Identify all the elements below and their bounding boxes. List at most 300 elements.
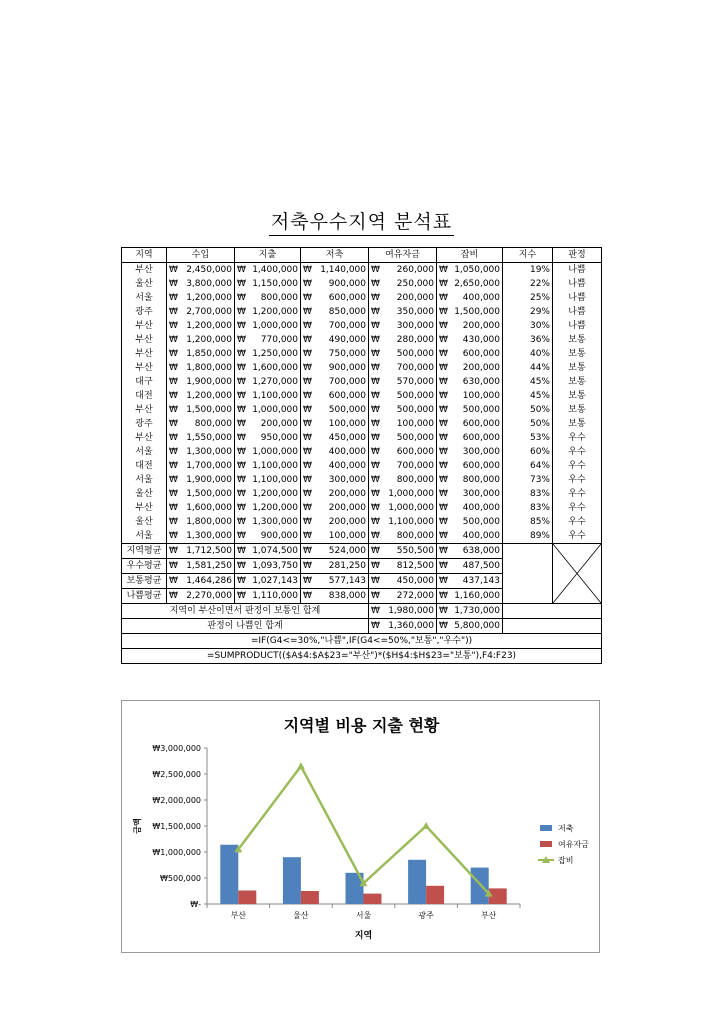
currency-symbol: ₩: [439, 561, 448, 571]
region-cell[interactable]: 울산: [122, 515, 167, 529]
table-row: [122, 389, 602, 403]
index-cell[interactable]: 44%: [503, 361, 553, 375]
amount-cell[interactable]: [369, 417, 437, 431]
amount-cell[interactable]: [437, 445, 503, 459]
currency-symbol: ₩: [303, 377, 312, 387]
amount-cell[interactable]: [235, 515, 301, 529]
amount-cell[interactable]: [301, 431, 369, 445]
region-cell[interactable]: 부산: [122, 263, 167, 278]
index-cell[interactable]: 29%: [503, 305, 553, 319]
x-tick-label: 부산: [480, 911, 497, 920]
currency-symbol: ₩: [439, 546, 448, 556]
amount-cell[interactable]: [235, 347, 301, 361]
amount-cell[interactable]: [437, 473, 503, 487]
column-header[interactable]: 지출: [235, 248, 301, 263]
amount-cell[interactable]: [369, 277, 437, 291]
amount-cell[interactable]: [369, 619, 437, 634]
grade-cell[interactable]: 보통: [553, 417, 602, 431]
index-cell[interactable]: 40%: [503, 347, 553, 361]
currency-symbol: ₩: [439, 531, 448, 541]
region-cell[interactable]: 서울: [122, 445, 167, 459]
region-cell[interactable]: 광주: [122, 305, 167, 319]
grade-cell[interactable]: 나쁨: [553, 291, 602, 305]
amount-cell[interactable]: [437, 375, 503, 389]
amount: 1,000,000: [388, 489, 434, 499]
currency-symbol: ₩: [303, 293, 312, 303]
grade-cell[interactable]: 보통: [553, 389, 602, 403]
amount: 400,000: [462, 293, 500, 303]
amount-cell[interactable]: [437, 305, 503, 319]
amount-cell[interactable]: [301, 487, 369, 501]
amount-cell[interactable]: [301, 473, 369, 487]
region-cell[interactable]: 울산: [122, 277, 167, 291]
amount-cell[interactable]: [437, 589, 503, 604]
index-cell[interactable]: 22%: [503, 277, 553, 291]
amount-cell[interactable]: [437, 291, 503, 305]
amount-cell[interactable]: [235, 501, 301, 515]
amount-cell[interactable]: [301, 403, 369, 417]
amount-cell[interactable]: [301, 263, 369, 278]
amount-cell[interactable]: [301, 529, 369, 544]
amount-cell[interactable]: [369, 305, 437, 319]
amount: 1,000,000: [388, 503, 434, 513]
amount-cell[interactable]: [235, 473, 301, 487]
currency-symbol: ₩: [371, 621, 380, 631]
header-row: [122, 248, 602, 263]
amount-cell[interactable]: [167, 529, 235, 544]
amount-cell[interactable]: [167, 515, 235, 529]
amount-cell[interactable]: [437, 574, 503, 589]
amount-cell[interactable]: [235, 559, 301, 574]
currency-symbol: ₩: [439, 621, 448, 631]
amount: 1,581,250: [186, 561, 232, 571]
amount: 300,000: [396, 321, 434, 331]
grade-cell[interactable]: 나쁨: [553, 319, 602, 333]
amount-cell[interactable]: [301, 347, 369, 361]
currency-symbol: ₩: [303, 576, 312, 586]
amount: 1,800,000: [186, 363, 232, 373]
grade-cell[interactable]: 보통: [553, 347, 602, 361]
amount-cell[interactable]: [235, 263, 301, 278]
y-tick-label: ₩2,500,000: [152, 770, 201, 779]
table-row: [122, 291, 602, 305]
amount-cell[interactable]: [235, 403, 301, 417]
x-tick-label: 서울: [355, 911, 372, 920]
currency-symbol: ₩: [169, 321, 178, 331]
amount-cell[interactable]: [167, 361, 235, 375]
amount-cell[interactable]: [235, 361, 301, 375]
currency-symbol: ₩: [439, 391, 448, 401]
amount-cell[interactable]: [301, 291, 369, 305]
currency-symbol: ₩: [303, 546, 312, 556]
amount-cell[interactable]: [301, 459, 369, 473]
region-cell[interactable]: 부산: [122, 319, 167, 333]
currency-symbol: ₩: [439, 265, 448, 275]
amount-cell[interactable]: [235, 487, 301, 501]
amount-cell[interactable]: [167, 417, 235, 431]
amount-cell[interactable]: [437, 515, 503, 529]
currency-symbol: ₩: [439, 293, 448, 303]
currency-symbol: ₩: [439, 447, 448, 457]
amount: 400,000: [462, 503, 500, 513]
amount-cell[interactable]: [235, 589, 301, 604]
x-axis-label: 지역: [354, 931, 373, 941]
amount: 5,800,000: [454, 621, 500, 631]
currency-symbol: ₩: [169, 363, 178, 373]
amount-cell[interactable]: [301, 375, 369, 389]
amount-cell[interactable]: [167, 589, 235, 604]
region-cell[interactable]: 대전: [122, 459, 167, 473]
legend-label: 여유자금: [558, 840, 589, 849]
amount: 1,400,000: [252, 265, 298, 275]
amount-cell[interactable]: [167, 291, 235, 305]
currency-symbol: ₩: [371, 546, 380, 556]
amount-cell[interactable]: [301, 445, 369, 459]
region-cell[interactable]: 서울: [122, 473, 167, 487]
amount-cell[interactable]: [369, 473, 437, 487]
amount-cell[interactable]: [437, 277, 503, 291]
amount: 1,100,000: [252, 475, 298, 485]
amount-cell[interactable]: [301, 389, 369, 403]
sum-label[interactable]: 지역이 부산이면서 판정이 보통인 합계: [122, 604, 369, 619]
amount-cell[interactable]: [235, 459, 301, 473]
amount-cell[interactable]: [369, 604, 437, 619]
region-cell[interactable]: 광주: [122, 417, 167, 431]
amount-cell[interactable]: [167, 333, 235, 347]
amount-cell[interactable]: [235, 375, 301, 389]
amount-cell[interactable]: [235, 417, 301, 431]
amount-cell[interactable]: [369, 389, 437, 403]
amount-cell[interactable]: [369, 487, 437, 501]
empty-cell[interactable]: [503, 619, 602, 634]
formula-cell[interactable]: =IF(G4<=30%,"나쁨",IF(G4<=50%,"보통","우수")): [122, 634, 602, 649]
amount: 500,000: [396, 391, 434, 401]
sum-label[interactable]: 판정이 나쁨인 합계: [122, 619, 369, 634]
amount-cell[interactable]: [437, 501, 503, 515]
region-cell[interactable]: 대전: [122, 389, 167, 403]
crossed-cell[interactable]: [553, 544, 602, 604]
amount-cell[interactable]: [301, 515, 369, 529]
x-tick-label: 부산: [230, 911, 247, 920]
region-cell[interactable]: 서울: [122, 291, 167, 305]
chart-area[interactable]: [121, 700, 600, 953]
amount-cell[interactable]: [437, 319, 503, 333]
amount-cell[interactable]: [369, 501, 437, 515]
amount-cell[interactable]: [369, 333, 437, 347]
sum-row: [122, 604, 602, 619]
region-cell[interactable]: 부산: [122, 333, 167, 347]
index-cell[interactable]: 85%: [503, 515, 553, 529]
index-cell[interactable]: 89%: [503, 529, 553, 544]
table-row: [122, 501, 602, 515]
amount-cell[interactable]: [235, 431, 301, 445]
currency-symbol: ₩: [237, 335, 246, 345]
amount-cell[interactable]: [369, 515, 437, 529]
amount-cell[interactable]: [437, 559, 503, 574]
index-cell[interactable]: 19%: [503, 263, 553, 278]
currency-symbol: ₩: [439, 321, 448, 331]
column-header[interactable]: 수입: [167, 248, 235, 263]
point-잡비: [297, 762, 305, 769]
currency-symbol: ₩: [237, 293, 246, 303]
average-label[interactable]: 지역평균: [122, 544, 167, 559]
currency-symbol: ₩: [237, 391, 246, 401]
amount: 1,300,000: [252, 517, 298, 527]
amount: 1,300,000: [186, 531, 232, 541]
cross-mark: [553, 544, 601, 603]
amount: 400,000: [328, 461, 366, 471]
grade-cell[interactable]: 나쁨: [553, 305, 602, 319]
bar-여유자금: [238, 890, 256, 904]
amount-cell[interactable]: [437, 459, 503, 473]
amount-cell[interactable]: [369, 263, 437, 278]
amount-cell[interactable]: [167, 544, 235, 559]
amount: 350,000: [396, 307, 434, 317]
grade-cell[interactable]: 보통: [553, 375, 602, 389]
amount-cell[interactable]: [437, 431, 503, 445]
amount-cell[interactable]: [301, 361, 369, 375]
column-header[interactable]: 잡비: [437, 248, 503, 263]
column-header[interactable]: 여유자금: [369, 248, 437, 263]
region-cell[interactable]: 울산: [122, 487, 167, 501]
amount-cell[interactable]: [235, 389, 301, 403]
amount-cell[interactable]: [301, 305, 369, 319]
currency-symbol: ₩: [237, 447, 246, 457]
currency-symbol: ₩: [169, 447, 178, 457]
amount-cell[interactable]: [167, 375, 235, 389]
index-cell[interactable]: 50%: [503, 403, 553, 417]
table-row: [122, 529, 602, 544]
table-row: [122, 375, 602, 389]
index-cell[interactable]: 50%: [503, 417, 553, 431]
amount: 500,000: [396, 349, 434, 359]
grade-cell[interactable]: 보통: [553, 361, 602, 375]
index-cell[interactable]: 60%: [503, 445, 553, 459]
column-header[interactable]: 저축: [301, 248, 369, 263]
currency-symbol: ₩: [237, 279, 246, 289]
amount-cell[interactable]: [301, 333, 369, 347]
amount: 1,140,000: [320, 265, 366, 275]
amount-cell[interactable]: [167, 473, 235, 487]
index-cell[interactable]: 45%: [503, 375, 553, 389]
legend-swatch: [540, 841, 552, 847]
grade-cell[interactable]: 우수: [553, 515, 602, 529]
amount: 838,000: [328, 591, 366, 601]
amount: 1,800,000: [186, 517, 232, 527]
amount-cell[interactable]: [167, 487, 235, 501]
amount-cell[interactable]: [167, 277, 235, 291]
grade-cell[interactable]: 우수: [553, 501, 602, 515]
amount-cell[interactable]: [369, 529, 437, 544]
amount: 1,850,000: [186, 349, 232, 359]
amount: 1,600,000: [252, 363, 298, 373]
currency-symbol: ₩: [303, 363, 312, 373]
amount-cell[interactable]: [167, 319, 235, 333]
region-cell[interactable]: 대구: [122, 375, 167, 389]
y-tick-label: ₩1,000,000: [152, 848, 201, 857]
amount-cell[interactable]: [167, 389, 235, 403]
amount-cell[interactable]: [369, 375, 437, 389]
amount-cell[interactable]: [437, 403, 503, 417]
amount-cell[interactable]: [235, 445, 301, 459]
amount-cell[interactable]: [235, 529, 301, 544]
amount-cell[interactable]: [437, 544, 503, 559]
index-cell[interactable]: 64%: [503, 459, 553, 473]
y-tick-label: ₩1,500,000: [152, 822, 201, 831]
currency-symbol: ₩: [439, 405, 448, 415]
formula-cell[interactable]: =SUMPRODUCT(($A$4:$A$23="부산")*($H$4:$H$23="보통"),F4:F23): [122, 649, 602, 664]
amount-cell[interactable]: [369, 361, 437, 375]
amount-cell[interactable]: [235, 277, 301, 291]
amount-cell[interactable]: [167, 459, 235, 473]
amount-cell[interactable]: [167, 501, 235, 515]
amount-cell[interactable]: [301, 589, 369, 604]
amount: 800,000: [260, 293, 298, 303]
amount-cell[interactable]: [235, 574, 301, 589]
amount: 281,250: [328, 561, 366, 571]
amount-cell[interactable]: [437, 529, 503, 544]
column-header[interactable]: 판정: [553, 248, 602, 263]
currency-symbol: ₩: [371, 531, 380, 541]
grade-cell[interactable]: 우수: [553, 445, 602, 459]
amount: 487,500: [462, 561, 500, 571]
currency-symbol: ₩: [303, 447, 312, 457]
amount-cell[interactable]: [167, 347, 235, 361]
region-cell[interactable]: 부산: [122, 403, 167, 417]
amount: 2,270,000: [186, 591, 232, 601]
amount-cell[interactable]: [167, 431, 235, 445]
index-cell[interactable]: 73%: [503, 473, 553, 487]
index-cell[interactable]: 53%: [503, 431, 553, 445]
bar-저축: [283, 857, 301, 904]
amount-cell[interactable]: [437, 619, 503, 634]
empty-cell[interactable]: [503, 604, 602, 619]
amount-cell[interactable]: [437, 333, 503, 347]
amount-cell[interactable]: [369, 559, 437, 574]
amount-cell[interactable]: [369, 347, 437, 361]
grade-cell[interactable]: 우수: [553, 473, 602, 487]
grade-cell[interactable]: 우수: [553, 529, 602, 544]
region-cell[interactable]: 서울: [122, 529, 167, 544]
amount-cell[interactable]: [301, 574, 369, 589]
amount-cell[interactable]: [301, 501, 369, 515]
amount-cell[interactable]: [369, 403, 437, 417]
region-cell[interactable]: 부산: [122, 347, 167, 361]
amount-cell[interactable]: [369, 459, 437, 473]
grade-cell[interactable]: 우수: [553, 431, 602, 445]
currency-symbol: ₩: [303, 335, 312, 345]
amount-cell[interactable]: [167, 559, 235, 574]
index-cell[interactable]: 83%: [503, 487, 553, 501]
currency-symbol: ₩: [303, 531, 312, 541]
amount-cell[interactable]: [235, 291, 301, 305]
amount-cell[interactable]: [167, 445, 235, 459]
region-cell[interactable]: 부산: [122, 501, 167, 515]
grade-cell[interactable]: 나쁨: [553, 263, 602, 278]
table-row: [122, 515, 602, 529]
amount-cell[interactable]: [301, 319, 369, 333]
amount-cell[interactable]: [235, 305, 301, 319]
column-header[interactable]: 지수: [503, 248, 553, 263]
amount-cell[interactable]: [167, 263, 235, 278]
index-cell[interactable]: 36%: [503, 333, 553, 347]
currency-symbol: ₩: [439, 419, 448, 429]
chart-title: 지역별 비용 지출 현황: [283, 716, 440, 735]
amount-cell[interactable]: [369, 544, 437, 559]
bar-여유자금: [364, 894, 382, 904]
currency-symbol: ₩: [303, 391, 312, 401]
amount-cell[interactable]: [369, 431, 437, 445]
currency-symbol: ₩: [237, 531, 246, 541]
amount-cell[interactable]: [235, 333, 301, 347]
amount-cell[interactable]: [437, 487, 503, 501]
amount: 1,600,000: [186, 503, 232, 513]
bar-저축: [220, 845, 238, 904]
grade-cell[interactable]: 나쁨: [553, 277, 602, 291]
column-header[interactable]: 지역: [122, 248, 167, 263]
grade-cell[interactable]: 보통: [553, 403, 602, 417]
amount-cell[interactable]: [235, 319, 301, 333]
amount-cell[interactable]: [437, 604, 503, 619]
grade-cell[interactable]: 우수: [553, 487, 602, 501]
table-row: [122, 403, 602, 417]
currency-symbol: ₩: [237, 475, 246, 485]
currency-symbol: ₩: [439, 576, 448, 586]
amount-cell[interactable]: [167, 305, 235, 319]
amount-cell[interactable]: [167, 403, 235, 417]
amount-cell[interactable]: [369, 445, 437, 459]
amount: 700,000: [396, 363, 434, 373]
index-cell[interactable]: 30%: [503, 319, 553, 333]
amount-cell[interactable]: [369, 574, 437, 589]
amount: 638,000: [462, 546, 500, 556]
amount-cell[interactable]: [301, 277, 369, 291]
index-cell[interactable]: 45%: [503, 389, 553, 403]
amount-cell[interactable]: [369, 319, 437, 333]
currency-symbol: ₩: [439, 335, 448, 345]
amount-cell[interactable]: [437, 417, 503, 431]
amount: 272,000: [396, 591, 434, 601]
empty-cell[interactable]: [503, 544, 553, 604]
analysis-table: [121, 247, 602, 664]
formula-row: [122, 649, 602, 664]
amount-cell[interactable]: [167, 574, 235, 589]
amount-cell[interactable]: [301, 559, 369, 574]
region-cell[interactable]: 부산: [122, 361, 167, 375]
amount-cell[interactable]: [437, 263, 503, 278]
amount-cell[interactable]: [437, 389, 503, 403]
amount-cell[interactable]: [369, 291, 437, 305]
region-cell[interactable]: 부산: [122, 431, 167, 445]
index-cell[interactable]: 83%: [503, 501, 553, 515]
amount-cell[interactable]: [235, 544, 301, 559]
average-label[interactable]: 우수평균: [122, 559, 167, 574]
average-label[interactable]: 나쁨평균: [122, 589, 167, 604]
grade-cell[interactable]: 보통: [553, 333, 602, 347]
amount-cell[interactable]: [437, 347, 503, 361]
amount: 1,150,000: [252, 279, 298, 289]
index-cell[interactable]: 25%: [503, 291, 553, 305]
currency-symbol: ₩: [237, 546, 246, 556]
amount-cell[interactable]: [369, 589, 437, 604]
amount-cell[interactable]: [301, 417, 369, 431]
legend-label: 저축: [558, 824, 574, 833]
average-label[interactable]: 보통평균: [122, 574, 167, 589]
currency-symbol: ₩: [169, 419, 178, 429]
amount-cell[interactable]: [437, 361, 503, 375]
grade-cell[interactable]: 우수: [553, 459, 602, 473]
amount-cell[interactable]: [301, 544, 369, 559]
